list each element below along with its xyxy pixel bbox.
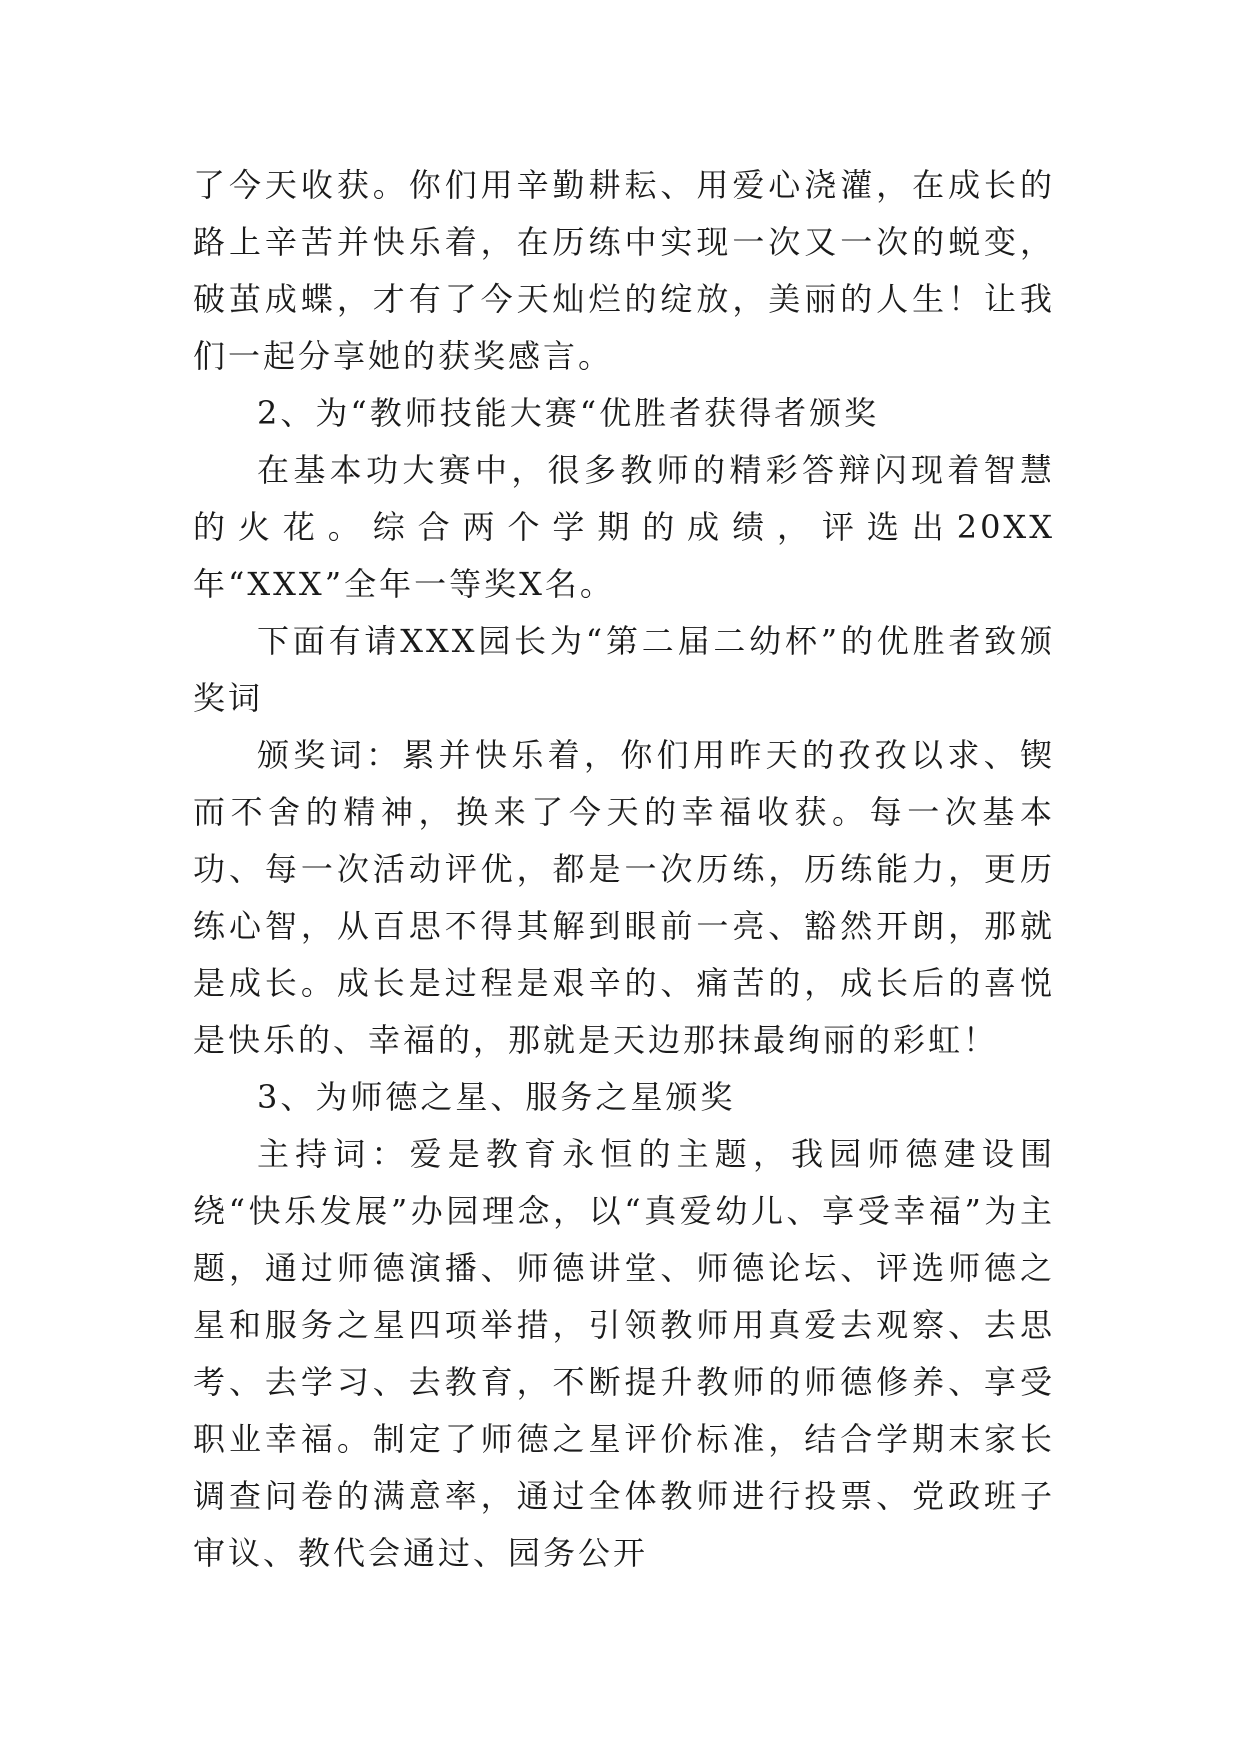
section-heading-2: 2、为“教师技能大赛“优胜者获得者颁奖: [257, 394, 880, 432]
document-body: [193, 157, 1055, 1582]
paragraph-skills-contest: 在基本功大赛中，很多教师的精彩答辩闪现着智慧的火花。综合两个学期的成绩，评选出20XX年“XXX”全年一等奖X名。: [193, 451, 1055, 603]
paragraph-host-speech: 主持词：爱是教育永恒的主题，我园师德建设围绕“快乐发展”办园理念，以“真爱幼儿、享受幸福”为主题，通过师德演播、师德讲堂、师德论坛、评选师德之星和服务之星四项举措，引领教师用真爱去观察、去思考、去学习、去教育，不断提升教师的师德修养、享受职业幸福。制定了师德之星评价标准，结合学期末家长调查问卷的满意率，通过全体教师进行投票、党政班子审议、教代会通过、园务公开: [193, 1135, 1055, 1572]
paragraph-continuation: 了今天收获。你们用辛勤耕耘、用爱心浇灌，在成长的路上辛苦并快乐着，在历练中实现一次又一次的蜕变，破茧成蝶，才有了今天灿烂的绽放，美丽的人生！让我们一起分享她的获奖感言。: [193, 166, 1055, 375]
section-heading-3: 3、为师德之星、服务之星颁奖: [257, 1078, 736, 1116]
paragraph-award-speech: 颁奖词：累并快乐着，你们用昨天的孜孜以求、锲而不舍的精神，换来了今天的幸福收获。每一次基本功、每一次活动评优，都是一次历练，历练能力，更历练心智，从百思不得其解到眼前一亮、豁然开朗，那就是成长。成长是过程是艰辛的、痛苦的，成长后的喜悦是快乐的、幸福的，那就是天边那抹最绚丽的彩虹！: [193, 736, 1055, 1059]
paragraph-invitation: 下面有请XXX园长为“第二届二幼杯”的优胜者致颁奖词: [193, 622, 1055, 717]
